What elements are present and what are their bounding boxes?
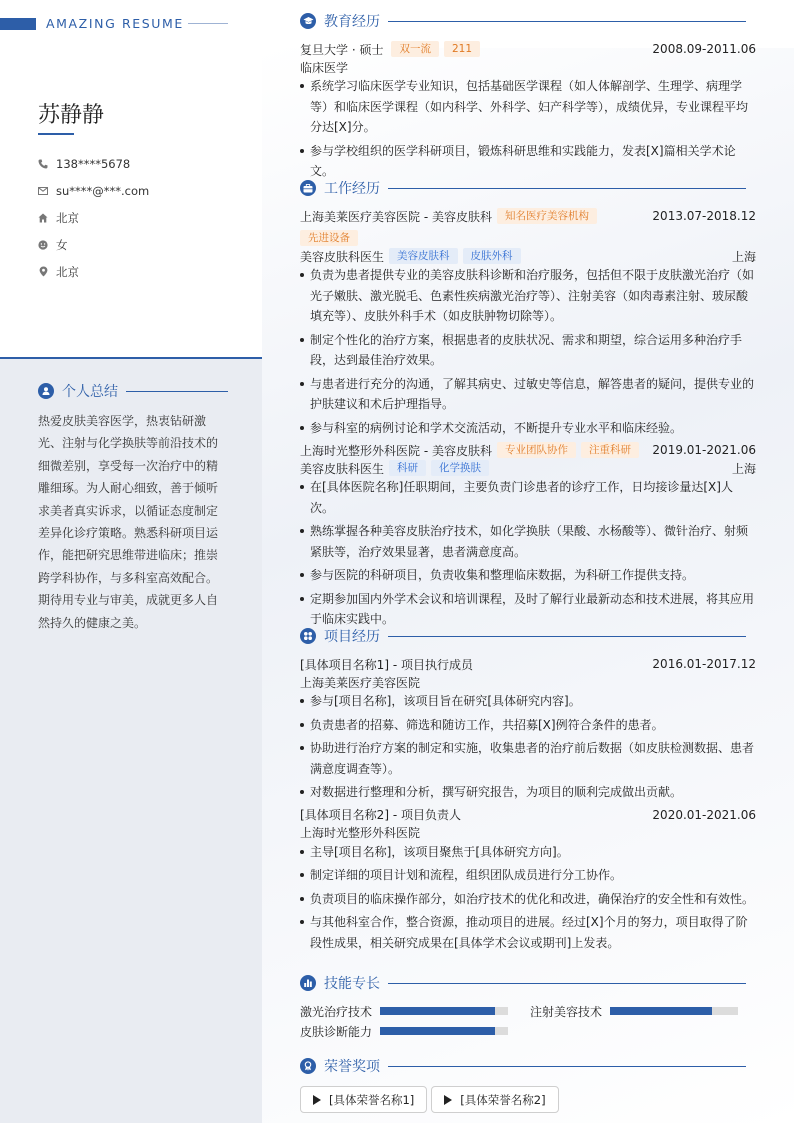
skill-fill bbox=[380, 1027, 495, 1035]
skill-label: 激光治疗技术 bbox=[300, 1004, 373, 1019]
work-section bbox=[300, 178, 756, 633]
project-head bbox=[300, 655, 756, 673]
briefcase-icon bbox=[300, 180, 316, 196]
list-item: 参与科室的病例讨论和学术交流活动，不断提升专业水平和临床经验。 bbox=[300, 418, 756, 439]
skill-fill bbox=[380, 1007, 495, 1015]
phone-text: 138****5678 bbox=[56, 156, 131, 171]
job-tag: 知名医疗美容机构 bbox=[497, 208, 597, 224]
award-label: [具体荣誉名称2] bbox=[460, 1092, 546, 1107]
education-head bbox=[300, 40, 756, 58]
job-city: 上海 bbox=[731, 249, 756, 264]
phone-icon bbox=[38, 159, 48, 169]
project-bullets bbox=[300, 842, 756, 954]
project-org: 上海美莱医疗美容医院 bbox=[300, 675, 421, 690]
brand-bar bbox=[0, 18, 36, 30]
list-item: 对数据进行整理和分析，撰写研究报告，为项目的顺利完成做出贡献。 bbox=[300, 782, 756, 803]
name-underline bbox=[38, 133, 74, 135]
list-item: 定期参加国内外学术会议和培训课程，及时了解行业最新动态和技术进展，将其应用于临床实践中。 bbox=[300, 589, 756, 630]
skill-track bbox=[380, 1027, 508, 1035]
job-date: 2019.01-2021.06 bbox=[652, 443, 756, 457]
list-item: 系统学习临床医学专业知识，包括基础医学课程（如人体解剖学、生理学、病理学等）和临床医学课程（如内科学、外科学、妇产科学等），成绩优异，专业课程平均分达[X]分。 bbox=[300, 76, 756, 138]
play-icon bbox=[444, 1095, 452, 1105]
play-icon bbox=[313, 1095, 321, 1105]
project-name: [具体项目名称1] - 项目执行成员 bbox=[300, 657, 473, 672]
home-icon bbox=[38, 213, 48, 223]
list-item: 参与医院的科研项目，负责收集和整理临床数据，为科研工作提供支持。 bbox=[300, 565, 756, 586]
projects-section bbox=[300, 626, 756, 956]
skill-label: 皮肤诊断能力 bbox=[300, 1024, 373, 1039]
skill-track bbox=[380, 1007, 508, 1015]
contact-list bbox=[38, 150, 149, 285]
job-company: 上海时光整形外科医院 - 美容皮肤科 bbox=[300, 443, 492, 458]
skill-label: 注射美容技术 bbox=[530, 1004, 603, 1019]
job-tag: 专业团队协作 bbox=[497, 442, 576, 458]
job-head bbox=[300, 207, 756, 225]
skill-fill bbox=[610, 1007, 712, 1015]
list-item: 熟练掌握各种美容皮肤治疗技术，如化学换肤（果酸、水杨酸等）、微针治疗、射频紧肤等，治疗效果显著，患者满意度高。 bbox=[300, 521, 756, 562]
education-major-row bbox=[300, 58, 756, 76]
contact-gender bbox=[38, 231, 149, 258]
role-tag: 皮肤外科 bbox=[463, 248, 521, 264]
grid-icon bbox=[300, 628, 316, 644]
education-title-text: 教育经历 bbox=[324, 14, 380, 30]
list-item: 主导[项目名称]，该项目聚焦于[具体研究方向]。 bbox=[300, 842, 756, 863]
list-item: 在[具体医院名称]任职期间，主要负责门诊患者的诊疗工作，日均接诊量达[X]人次。 bbox=[300, 477, 756, 518]
skills-grid bbox=[300, 1002, 756, 1040]
contact-phone bbox=[38, 150, 149, 177]
list-item: 协助进行治疗方案的制定和实施，收集患者的治疗前后数据（如皮肤检测数据、患者满意度调查等）。 bbox=[300, 738, 756, 779]
brand-text: AMAZING RESUME bbox=[46, 16, 184, 31]
map-pin-icon bbox=[38, 267, 48, 277]
awards-list bbox=[300, 1086, 756, 1113]
profile-name: 苏静静 bbox=[38, 103, 105, 128]
education-date: 2008.09-2011.06 bbox=[652, 42, 756, 56]
list-item: 制定详细的项目计划和流程，组织团队成员进行分工协作。 bbox=[300, 865, 756, 886]
list-item: 与患者进行充分的沟通，了解其病史、过敏史等信息，解答患者的疑问，提供专业的护肤建议和术后护理指导。 bbox=[300, 374, 756, 415]
contact-hometown bbox=[38, 258, 149, 285]
award-item[interactable] bbox=[300, 1086, 427, 1113]
list-item: 负责患者的招募、筛选和随访工作，共招募[X]例符合条件的患者。 bbox=[300, 715, 756, 736]
summary-text: 热爱皮肤美容医学，热衷钻研激光、注射与化学换肤等前沿技术的细微差别，享受每一次治疗中的精雕细琢。为人耐心细致，善于倾听求美者真实诉求，以循证态度制定差异化诊疗策略。熟悉科研项目运作，能把研究思维带进临床；推崇跨学科协作，与多科室高效配合。期待用专业与审美，成就更多人自然持久的健康之美。 bbox=[38, 414, 219, 630]
title-rule bbox=[388, 636, 746, 637]
skills-title-text: 技能专长 bbox=[324, 976, 380, 992]
skills-title bbox=[300, 973, 756, 993]
education-tag: 211 bbox=[444, 41, 480, 57]
role-tag: 美容皮肤科 bbox=[389, 248, 458, 264]
skill-track bbox=[610, 1007, 738, 1015]
school-name: 复旦大学 · 硕士 bbox=[300, 42, 384, 57]
education-major: 临床医学 bbox=[300, 60, 349, 75]
brand-header bbox=[0, 16, 240, 32]
project-date: 2016.01-2017.12 bbox=[652, 657, 756, 671]
list-item: 参与学校组织的医学科研项目，锻炼科研思维和实践能力，发表[X]篇相关学术论文。 bbox=[300, 141, 756, 182]
summary-title: 个人总结 bbox=[62, 384, 118, 400]
project-org-row bbox=[300, 824, 756, 842]
brand-line bbox=[188, 23, 228, 24]
job-bullets bbox=[300, 265, 756, 438]
smile-icon bbox=[38, 240, 48, 250]
project-date: 2020.01-2021.06 bbox=[652, 807, 756, 822]
job-company: 上海美莱医疗美容医院 - 美容皮肤科 bbox=[300, 209, 492, 224]
job-tag: 注重科研 bbox=[581, 442, 639, 458]
user-icon bbox=[38, 383, 54, 399]
job-date: 2013.07-2018.12 bbox=[652, 209, 756, 223]
contact-email bbox=[38, 177, 149, 204]
mail-icon bbox=[38, 186, 48, 196]
education-tag: 双一流 bbox=[391, 41, 439, 57]
title-rule bbox=[126, 391, 228, 392]
skill-item bbox=[530, 1002, 756, 1020]
list-item: 参与[项目名称]，该项目旨在研究[具体研究内容]。 bbox=[300, 691, 756, 712]
awards-section bbox=[300, 1056, 756, 1113]
hometown-text: 北京 bbox=[56, 264, 79, 279]
work-title bbox=[300, 178, 756, 198]
location-text: 北京 bbox=[56, 210, 79, 225]
education-bullets bbox=[300, 76, 756, 182]
job-extra-tags bbox=[300, 226, 756, 246]
list-item: 与其他科室合作，整合资源，推动项目的进展。经过[X]个月的努力，项目取得了阶段性成果，相关研究成果在[具体学术会议或期刊]上发表。 bbox=[300, 912, 756, 953]
projects-title-text: 项目经历 bbox=[324, 629, 380, 645]
graduation-cap-icon bbox=[300, 13, 316, 29]
job-role-row bbox=[300, 247, 756, 265]
job-role: 美容皮肤科医生 bbox=[300, 249, 385, 264]
role-tag: 化学换肤 bbox=[431, 460, 489, 476]
education-section bbox=[300, 11, 756, 185]
bar-chart-icon bbox=[300, 975, 316, 991]
project-name: [具体项目名称2] - 项目负责人 bbox=[300, 808, 461, 822]
email-text: su****@***.com bbox=[56, 183, 150, 198]
job-bullets bbox=[300, 477, 756, 630]
awards-title bbox=[300, 1056, 756, 1076]
award-icon bbox=[300, 1058, 316, 1074]
role-tag: 科研 bbox=[389, 460, 426, 476]
contact-location bbox=[38, 204, 149, 231]
work-title-text: 工作经历 bbox=[324, 181, 380, 197]
education-title bbox=[300, 11, 756, 31]
gender-text: 女 bbox=[56, 237, 68, 252]
job-city: 上海 bbox=[731, 461, 756, 476]
summary-section-title bbox=[38, 381, 228, 401]
awards-title-text: 荣誉奖项 bbox=[324, 1059, 380, 1075]
project-bullets bbox=[300, 691, 756, 803]
job-head bbox=[300, 441, 756, 459]
list-item: 负责项目的临床操作部分，如治疗技术的优化和改进，确保治疗的安全性和有效性。 bbox=[300, 889, 756, 910]
award-label: [具体荣誉名称1] bbox=[329, 1092, 415, 1107]
skill-item bbox=[300, 1022, 530, 1040]
list-item: 负责为患者提供专业的美容皮肤科诊断和治疗服务，包括但不限于皮肤激光治疗（如光子嫩肤、激光脱毛、色素性疾病激光治疗等）、注射美容（如肉毒素注射、玻尿酸填充等）、皮肤外科手术（如皮肤肿物切除等）。 bbox=[300, 265, 756, 327]
job-role-row bbox=[300, 459, 756, 477]
title-rule bbox=[388, 983, 746, 984]
job-role: 美容皮肤科医生 bbox=[300, 461, 385, 476]
title-rule bbox=[388, 188, 746, 189]
title-rule bbox=[388, 21, 746, 22]
list-item: 制定个性化的治疗方案，根据患者的皮肤状况、需求和期望，综合运用多种治疗手段，达到最佳治疗效果。 bbox=[300, 330, 756, 371]
skill-item bbox=[300, 1002, 530, 1020]
project-org: 上海时光整形外科医院 bbox=[300, 826, 421, 840]
project-head bbox=[300, 806, 756, 824]
job-tag: 先进设备 bbox=[300, 230, 358, 246]
award-item[interactable] bbox=[431, 1086, 558, 1113]
title-rule bbox=[388, 1066, 746, 1067]
projects-title bbox=[300, 626, 756, 646]
skills-section bbox=[300, 973, 756, 1040]
project-org-row bbox=[300, 673, 756, 691]
